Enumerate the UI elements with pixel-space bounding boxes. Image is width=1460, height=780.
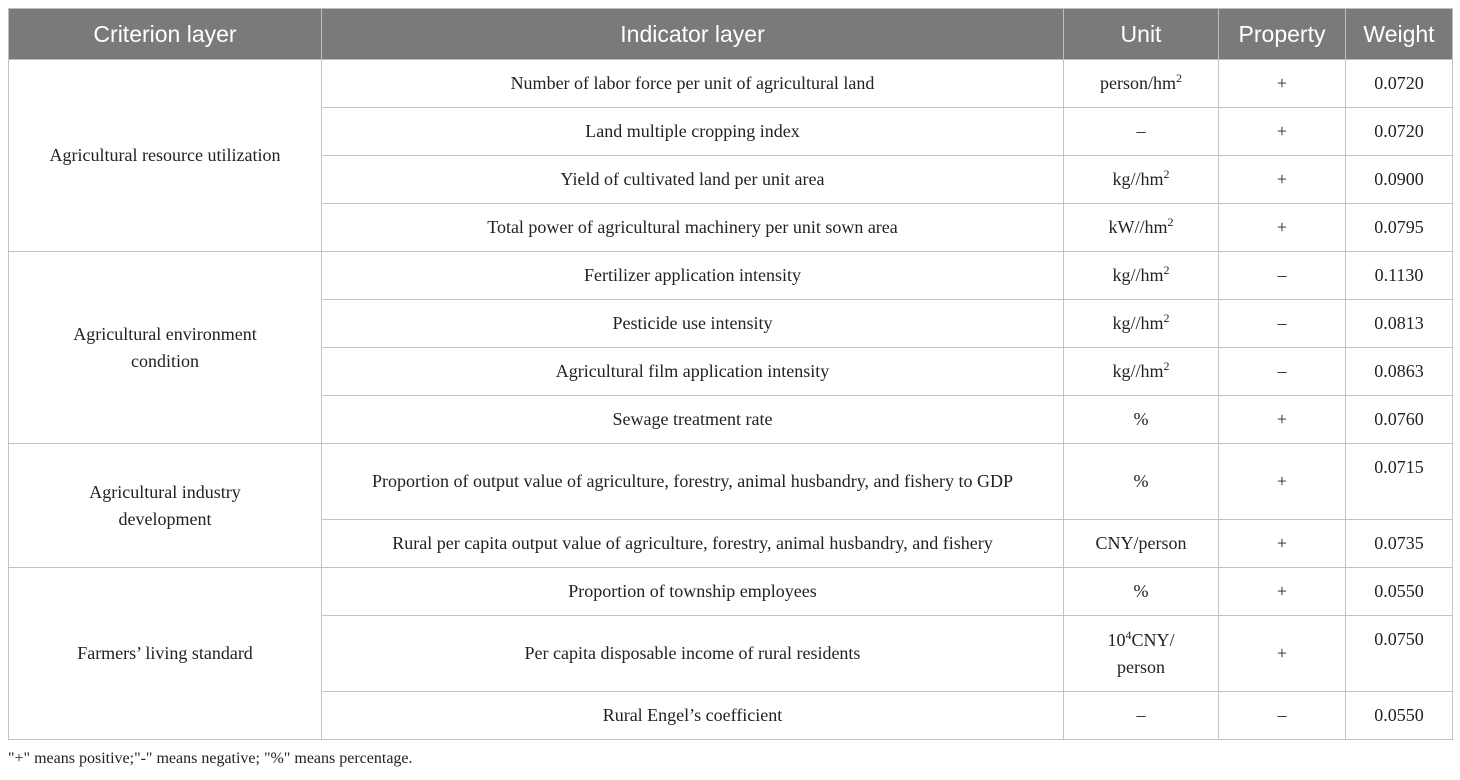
criterion-cell: Farmers’ living standard [9, 568, 322, 740]
weight-cell: 0.0900 [1346, 156, 1453, 204]
property-cell: + [1219, 520, 1346, 568]
property-cell: – [1219, 692, 1346, 740]
unit-cell: – [1064, 692, 1219, 740]
unit-cell: % [1064, 568, 1219, 616]
unit-cell: $kg//hm^2$ [1064, 252, 1219, 300]
table-container [8, 8, 1452, 740]
unit-cell: $kg//hm^2$ [1064, 300, 1219, 348]
indicator-cell: Rural Engel’s coefficient [322, 692, 1064, 740]
property-cell: + [1219, 60, 1346, 108]
weight-cell: 0.0720 [1346, 108, 1453, 156]
indicator-cell: Proportion of output value of agriculture, forestry, animal husbandry, and fishery to GDP [322, 444, 1064, 520]
unit-cell: $10^4CNY/$ person [1064, 616, 1219, 692]
header-criterion: Criterion layer [9, 9, 322, 60]
unit-cell: – [1064, 108, 1219, 156]
indicator-cell: Yield of cultivated land per unit area [322, 156, 1064, 204]
indicator-cell: Land multiple cropping index [322, 108, 1064, 156]
indicator-cell: Proportion of township employees [322, 568, 1064, 616]
property-cell: + [1219, 444, 1346, 520]
unit-cell: % [1064, 444, 1219, 520]
table-footnote: "+" means positive;"-" means negative; "%" means percentage. [8, 750, 413, 767]
indicator-cell: Number of labor force per unit of agricultural land [322, 60, 1064, 108]
weight-cell: 0.0715 [1346, 444, 1453, 520]
header-unit: Unit [1064, 9, 1219, 60]
property-cell: – [1219, 300, 1346, 348]
table-row [9, 252, 1453, 300]
indicator-cell: Pesticide use intensity [322, 300, 1064, 348]
criterion-cell: Agricultural environment condition [9, 252, 322, 444]
property-cell: + [1219, 568, 1346, 616]
weight-cell: 0.0720 [1346, 60, 1453, 108]
indicator-cell: Sewage treatment rate [322, 396, 1064, 444]
property-cell: – [1219, 252, 1346, 300]
property-cell: + [1219, 616, 1346, 692]
unit-cell: $kg//hm^2$ [1064, 348, 1219, 396]
property-cell: + [1219, 108, 1346, 156]
criterion-cell: Agricultural resource utilization [9, 60, 322, 252]
property-cell: + [1219, 204, 1346, 252]
weight-cell: 0.0795 [1346, 204, 1453, 252]
weight-cell: 0.0750 [1346, 616, 1453, 692]
unit-cell: CNY/person [1064, 520, 1219, 568]
criterion-cell: Agricultural industry development [9, 444, 322, 568]
table-row [9, 444, 1453, 520]
header-indicator: Indicator layer [322, 9, 1064, 60]
indicator-cell: Rural per capita output value of agriculture, forestry, animal husbandry, and fishery [322, 520, 1064, 568]
property-cell: + [1219, 156, 1346, 204]
weight-cell: 0.0550 [1346, 692, 1453, 740]
property-cell: – [1219, 348, 1346, 396]
unit-cell: person/$hm^2$ [1064, 60, 1219, 108]
weight-cell: 0.0760 [1346, 396, 1453, 444]
indicator-cell: Per capita disposable income of rural residents [322, 616, 1064, 692]
weight-cell: 0.0550 [1346, 568, 1453, 616]
table-row [9, 568, 1453, 616]
indicator-cell: Total power of agricultural machinery per unit sown area [322, 204, 1064, 252]
weight-cell: 0.0813 [1346, 300, 1453, 348]
property-cell: + [1219, 396, 1346, 444]
indicator-cell: Agricultural film application intensity [322, 348, 1064, 396]
weight-cell: 0.1130 [1346, 252, 1453, 300]
weight-cell: 0.0863 [1346, 348, 1453, 396]
header-property: Property [1219, 9, 1346, 60]
header-row [9, 9, 1453, 60]
unit-cell: % [1064, 396, 1219, 444]
table-row [9, 60, 1453, 108]
unit-cell: $kg//hm^2$ [1064, 156, 1219, 204]
weight-cell: 0.0735 [1346, 520, 1453, 568]
header-weight: Weight [1346, 9, 1453, 60]
indicator-cell: Fertilizer application intensity [322, 252, 1064, 300]
indicator-weight-table [8, 8, 1453, 740]
unit-cell: $kW//hm^2$ [1064, 204, 1219, 252]
